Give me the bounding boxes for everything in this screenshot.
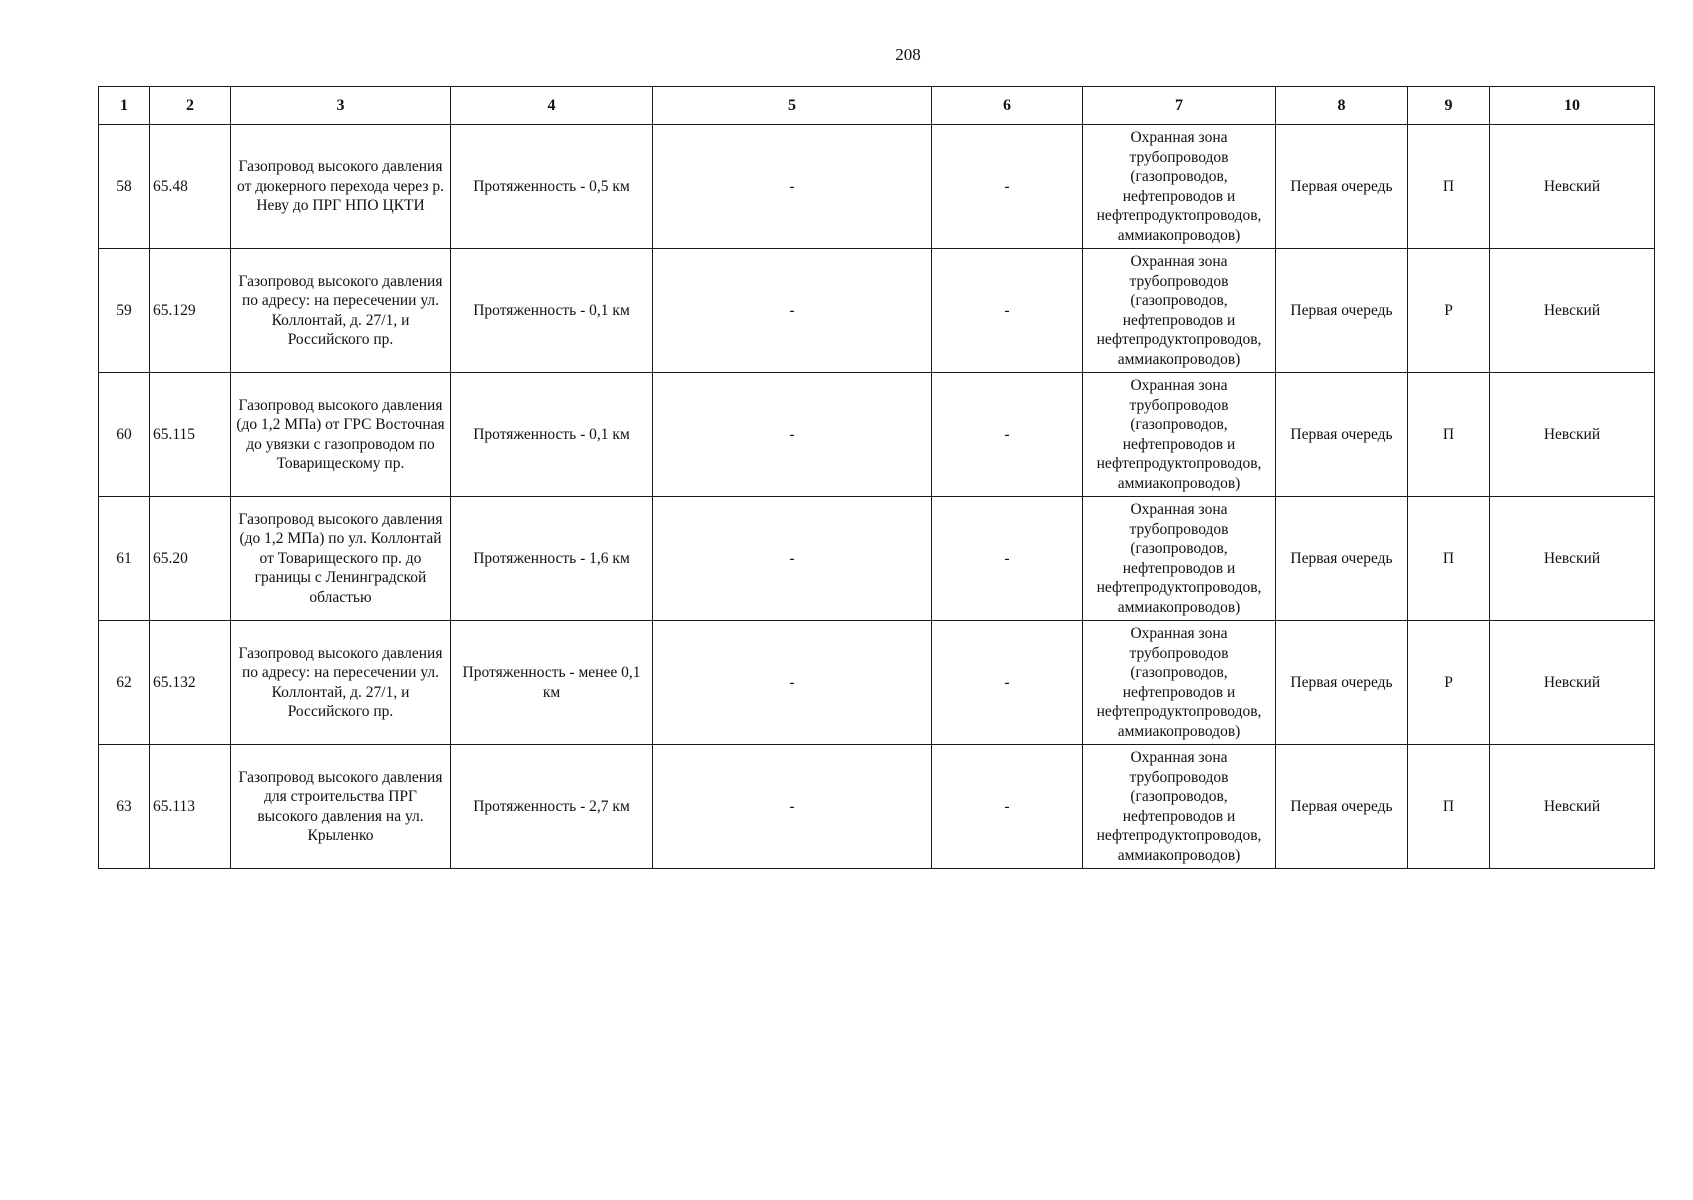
column-header: 7 (1083, 87, 1276, 125)
table-row (99, 125, 1655, 249)
column-5-value: - (653, 125, 932, 249)
object-type: П (1408, 125, 1490, 249)
row-number: 63 (99, 745, 150, 869)
object-code: 65.115 (150, 373, 231, 497)
column-6-value: - (932, 745, 1083, 869)
object-name: Газопровод высокого давления (до 1,2 МПа) от ГРС Восточная до увязки с газопроводом по Товарищескому пр. (231, 373, 451, 497)
data-table (98, 86, 1655, 869)
object-code: 65.48 (150, 125, 231, 249)
column-5-value: - (653, 745, 932, 869)
object-code: 65.20 (150, 497, 231, 621)
column-5-value: - (653, 497, 932, 621)
row-number: 62 (99, 621, 150, 745)
row-number: 60 (99, 373, 150, 497)
object-length: Протяженность - 1,6 км (451, 497, 653, 621)
object-length: Протяженность - 2,7 км (451, 745, 653, 869)
column-header: 8 (1276, 87, 1408, 125)
table-row (99, 373, 1655, 497)
column-header: 9 (1408, 87, 1490, 125)
protection-zone: Охранная зона трубопроводов (газопроводов, нефтепроводов и нефтепродуктопроводов, аммиакопроводов) (1083, 249, 1276, 373)
object-name: Газопровод высокого давления (до 1,2 МПа) по ул. Коллонтай от Товарищеского пр. до границы с Ленинградской областью (231, 497, 451, 621)
protection-zone: Охранная зона трубопроводов (газопроводов, нефтепроводов и нефтепродуктопроводов, аммиакопроводов) (1083, 125, 1276, 249)
page-number: 208 (895, 45, 921, 64)
object-length: Протяженность - 0,1 км (451, 373, 653, 497)
protection-zone: Охранная зона трубопроводов (газопроводов, нефтепроводов и нефтепродуктопроводов, аммиакопроводов) (1083, 745, 1276, 869)
column-6-value: - (932, 373, 1083, 497)
column-header: 2 (150, 87, 231, 125)
construction-stage: Первая очередь (1276, 373, 1408, 497)
object-length: Протяженность - менее 0,1 км (451, 621, 653, 745)
district: Невский (1490, 125, 1655, 249)
object-code: 65.113 (150, 745, 231, 869)
object-type: Р (1408, 249, 1490, 373)
table-row (99, 497, 1655, 621)
column-header: 3 (231, 87, 451, 125)
district: Невский (1490, 621, 1655, 745)
object-type: П (1408, 373, 1490, 497)
construction-stage: Первая очередь (1276, 497, 1408, 621)
object-name: Газопровод высокого давления по адресу: на пересечении ул. Коллонтай, д. 27/1, и Российского пр. (231, 621, 451, 745)
table-row (99, 249, 1655, 373)
column-header: 5 (653, 87, 932, 125)
table-row (99, 745, 1655, 869)
column-6-value: - (932, 125, 1083, 249)
district: Невский (1490, 745, 1655, 869)
construction-stage: Первая очередь (1276, 249, 1408, 373)
protection-zone: Охранная зона трубопроводов (газопроводов, нефтепроводов и нефтепродуктопроводов, аммиакопроводов) (1083, 497, 1276, 621)
object-code: 65.129 (150, 249, 231, 373)
protection-zone: Охранная зона трубопроводов (газопроводов, нефтепроводов и нефтепродуктопроводов, аммиакопроводов) (1083, 621, 1276, 745)
object-length: Протяженность - 0,1 км (451, 249, 653, 373)
object-length: Протяженность - 0,5 км (451, 125, 653, 249)
district: Невский (1490, 249, 1655, 373)
object-name: Газопровод высокого давления по адресу: на пересечении ул. Коллонтай, д. 27/1, и Российского пр. (231, 249, 451, 373)
column-header: 4 (451, 87, 653, 125)
column-5-value: - (653, 621, 932, 745)
object-type: П (1408, 497, 1490, 621)
column-5-value: - (653, 249, 932, 373)
object-type: П (1408, 745, 1490, 869)
district: Невский (1490, 497, 1655, 621)
object-type: Р (1408, 621, 1490, 745)
table-row (99, 621, 1655, 745)
table-header-row (99, 87, 1655, 125)
column-5-value: - (653, 373, 932, 497)
object-name: Газопровод высокого давления от дюкерного перехода через р. Неву до ПРГ НПО ЦКТИ (231, 125, 451, 249)
object-code: 65.132 (150, 621, 231, 745)
column-6-value: - (932, 497, 1083, 621)
object-name: Газопровод высокого давления для строительства ПРГ высокого давления на ул. Крыленко (231, 745, 451, 869)
row-number: 58 (99, 125, 150, 249)
district: Невский (1490, 373, 1655, 497)
column-6-value: - (932, 249, 1083, 373)
column-header: 10 (1490, 87, 1655, 125)
column-header: 1 (99, 87, 150, 125)
construction-stage: Первая очередь (1276, 745, 1408, 869)
row-number: 61 (99, 497, 150, 621)
column-header: 6 (932, 87, 1083, 125)
column-6-value: - (932, 621, 1083, 745)
protection-zone: Охранная зона трубопроводов (газопроводов, нефтепроводов и нефтепродуктопроводов, аммиакопроводов) (1083, 373, 1276, 497)
construction-stage: Первая очередь (1276, 621, 1408, 745)
row-number: 59 (99, 249, 150, 373)
construction-stage: Первая очередь (1276, 125, 1408, 249)
